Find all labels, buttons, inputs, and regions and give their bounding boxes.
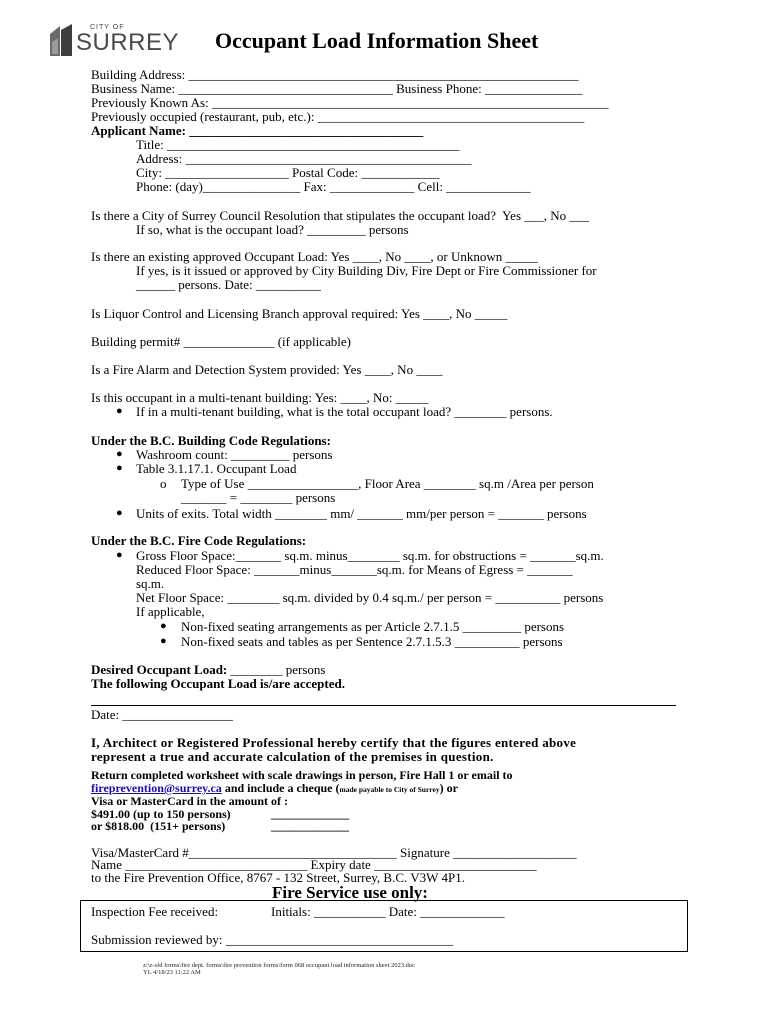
council-resolution-question[interactable]: Is there a City of Surrey Council Resolution that stipulates the occupant load? Yes ___, No ___ [91, 208, 589, 223]
footer-file-path: z:\z-sfd forms\fire dept. forms\fire prevention forms\form 068 occupant load information sheet 2023.doc [143, 962, 416, 969]
accepted-load-line[interactable] [91, 705, 676, 706]
email-line: fireprevention@surrey.ca and include a cheque (made payable to City of Surrey) or [91, 781, 458, 795]
fire-prevention-office-address: to the Fire Prevention Office, 8767 - 132 Street, Surrey, B.C. V3W 4P1. [91, 870, 465, 885]
fee-151-plus-blank[interactable]: _____________ [271, 819, 349, 833]
if-applicable-label: If applicable, [136, 604, 205, 619]
multi-tenant-question[interactable]: Is this occupant in a multi-tenant building: Yes: ____, No: _____ [91, 390, 429, 405]
fire-service-heading: Fire Service use only: [272, 883, 428, 902]
certify-line-2: represent a true and accurate calculation of the premises in question. [91, 749, 494, 764]
bullet-icon: ● [116, 462, 123, 474]
multi-tenant-total-load[interactable]: If in a multi-tenant building, what is the total occupant load? ________ persons. [136, 404, 553, 419]
liquor-approval-question[interactable]: Is Liquor Control and Licensing Branch approval required: Yes ____, No _____ [91, 306, 508, 321]
page-title: Occupant Load Information Sheet [215, 28, 539, 53]
date-field[interactable]: Date: _________________ [91, 707, 233, 722]
bullet-icon: ● [116, 405, 123, 417]
logo-surrey-text: SURREY [76, 29, 180, 56]
fee-up-to-150-blank[interactable]: _____________ [271, 807, 349, 821]
existing-load-persons-date[interactable]: ______ persons. Date: __________ [136, 277, 321, 292]
visa-amount-label: Visa or MasterCard in the amount of : [91, 794, 288, 808]
city-of-surrey-logo [48, 24, 180, 58]
type-of-use-field[interactable]: Type of Use _________________, Floor Area ________ sq.m /Area per person [181, 476, 594, 491]
building-permit-field[interactable]: Building permit# ______________ (if applicable) [91, 334, 351, 349]
reduced-floor-space-unit: sq.m. [136, 576, 165, 591]
applicant-city-field[interactable]: City: ___________________ Postal Code: ____________ [136, 165, 440, 180]
building-code-heading: Under the B.C. Building Code Regulations: [91, 433, 331, 448]
applicant-phone-field[interactable]: Phone: (day)_______________ Fax: _____________ Cell: _____________ [136, 179, 531, 194]
fire-code-heading: Under the B.C. Fire Code Regulations: [91, 533, 307, 548]
business-name-field[interactable]: Business Name: _________________________________ Business Phone: _______________ [91, 81, 583, 96]
type-of-use-persons-field[interactable]: _______ = ________ persons [181, 490, 336, 505]
surrey-logo-icon [48, 24, 78, 58]
footer-revision: YL 4/18/23 11:22 AM [143, 969, 201, 976]
bullet-icon: ● [160, 620, 167, 632]
circle-bullet-icon: o [160, 476, 167, 491]
bullet-icon: ● [116, 448, 123, 460]
existing-load-issuer: If yes, is it issued or approved by City Building Div, Fire Dept or Fire Commissioner for [136, 263, 597, 278]
existing-load-question[interactable]: Is there an existing approved Occupant Load: Yes ____, No ____, or Unknown _____ [91, 249, 538, 264]
accepted-load-label: The following Occupant Load is/are accepted. [91, 676, 345, 691]
desired-occupant-load-field[interactable] [91, 662, 325, 677]
previously-occupied-field[interactable]: Previously occupied (restaurant, pub, etc.): _________________________________________ [91, 109, 585, 124]
council-occupant-load-field[interactable]: If so, what is the occupant load? _________ persons [136, 222, 409, 237]
card-number-signature-field[interactable]: Visa/MasterCard #________________________________ Signature ___________________ [91, 845, 577, 860]
bullet-icon: ● [116, 549, 123, 561]
logo-city-text: CITY OF [90, 24, 125, 31]
fire-alarm-question[interactable]: Is a Fire Alarm and Detection System provided: Yes ____, No ____ [91, 362, 443, 377]
units-of-exits-field[interactable]: Units of exits. Total width ________ mm/ _______ mm/per person = _______ persons [136, 506, 587, 521]
table-occupant-load: Table 3.1.17.1. Occupant Load [136, 461, 297, 476]
inspection-fee-label: Inspection Fee received: [91, 904, 219, 919]
gross-floor-space-field[interactable]: Gross Floor Space:_______ sq.m. minus________ sq.m. for obstructions = _______sq.m. [136, 548, 604, 563]
applicant-title-field[interactable]: Title: _____________________________________________ [136, 137, 460, 152]
nonfixed-seating-field[interactable]: Non-fixed seating arrangements as per Article 2.7.1.5 _________ persons [181, 619, 565, 634]
fee-151-plus: or $818.00 (151+ persons) [91, 819, 226, 833]
initials-date-field[interactable]: Initials: ___________ Date: _____________ [271, 904, 505, 919]
previously-known-field[interactable]: Previously Known As: _____________________________________________________________ [91, 95, 609, 110]
applicant-address-field[interactable]: Address: ____________________________________________ [136, 151, 472, 166]
applicant-name-field[interactable]: Applicant Name: ____________________________________ [91, 123, 424, 138]
building-address-field[interactable]: Building Address: ____________________________________________________________ [91, 67, 579, 82]
desired-load-blank: ________ persons [227, 662, 326, 677]
card-name-expiry-field[interactable]: Name ____________________________ Expiry date _________________________ [91, 857, 537, 872]
washroom-count-field[interactable]: Washroom count: _________ persons [136, 447, 333, 462]
bullet-icon: ● [116, 507, 123, 519]
fee-up-to-150: $491.00 (up to 150 persons) [91, 807, 231, 821]
desired-load-label: Desired Occupant Load: [91, 662, 228, 677]
email-link[interactable]: fireprevention@surrey.ca [91, 781, 222, 795]
return-instructions: Return completed worksheet with scale drawings in person, Fire Hall 1 or email to [91, 768, 513, 782]
reduced-floor-space-field[interactable]: Reduced Floor Space: _______minus_______sq.m. for Means of Egress = _______ [136, 562, 573, 577]
submission-reviewed-field[interactable]: Submission reviewed by: ___________________________________ [91, 932, 454, 947]
certify-line-1: I, Architect or Registered Professional hereby certify that the figures entered above [91, 735, 577, 750]
net-floor-space-field[interactable]: Net Floor Space: ________ sq.m. divided by 0.4 sq.m./ per person = __________ persons [136, 590, 604, 605]
nonfixed-tables-field[interactable]: Non-fixed seats and tables as per Sentence 2.7.1.5.3 __________ persons [181, 634, 563, 649]
bullet-icon: ● [160, 635, 167, 647]
